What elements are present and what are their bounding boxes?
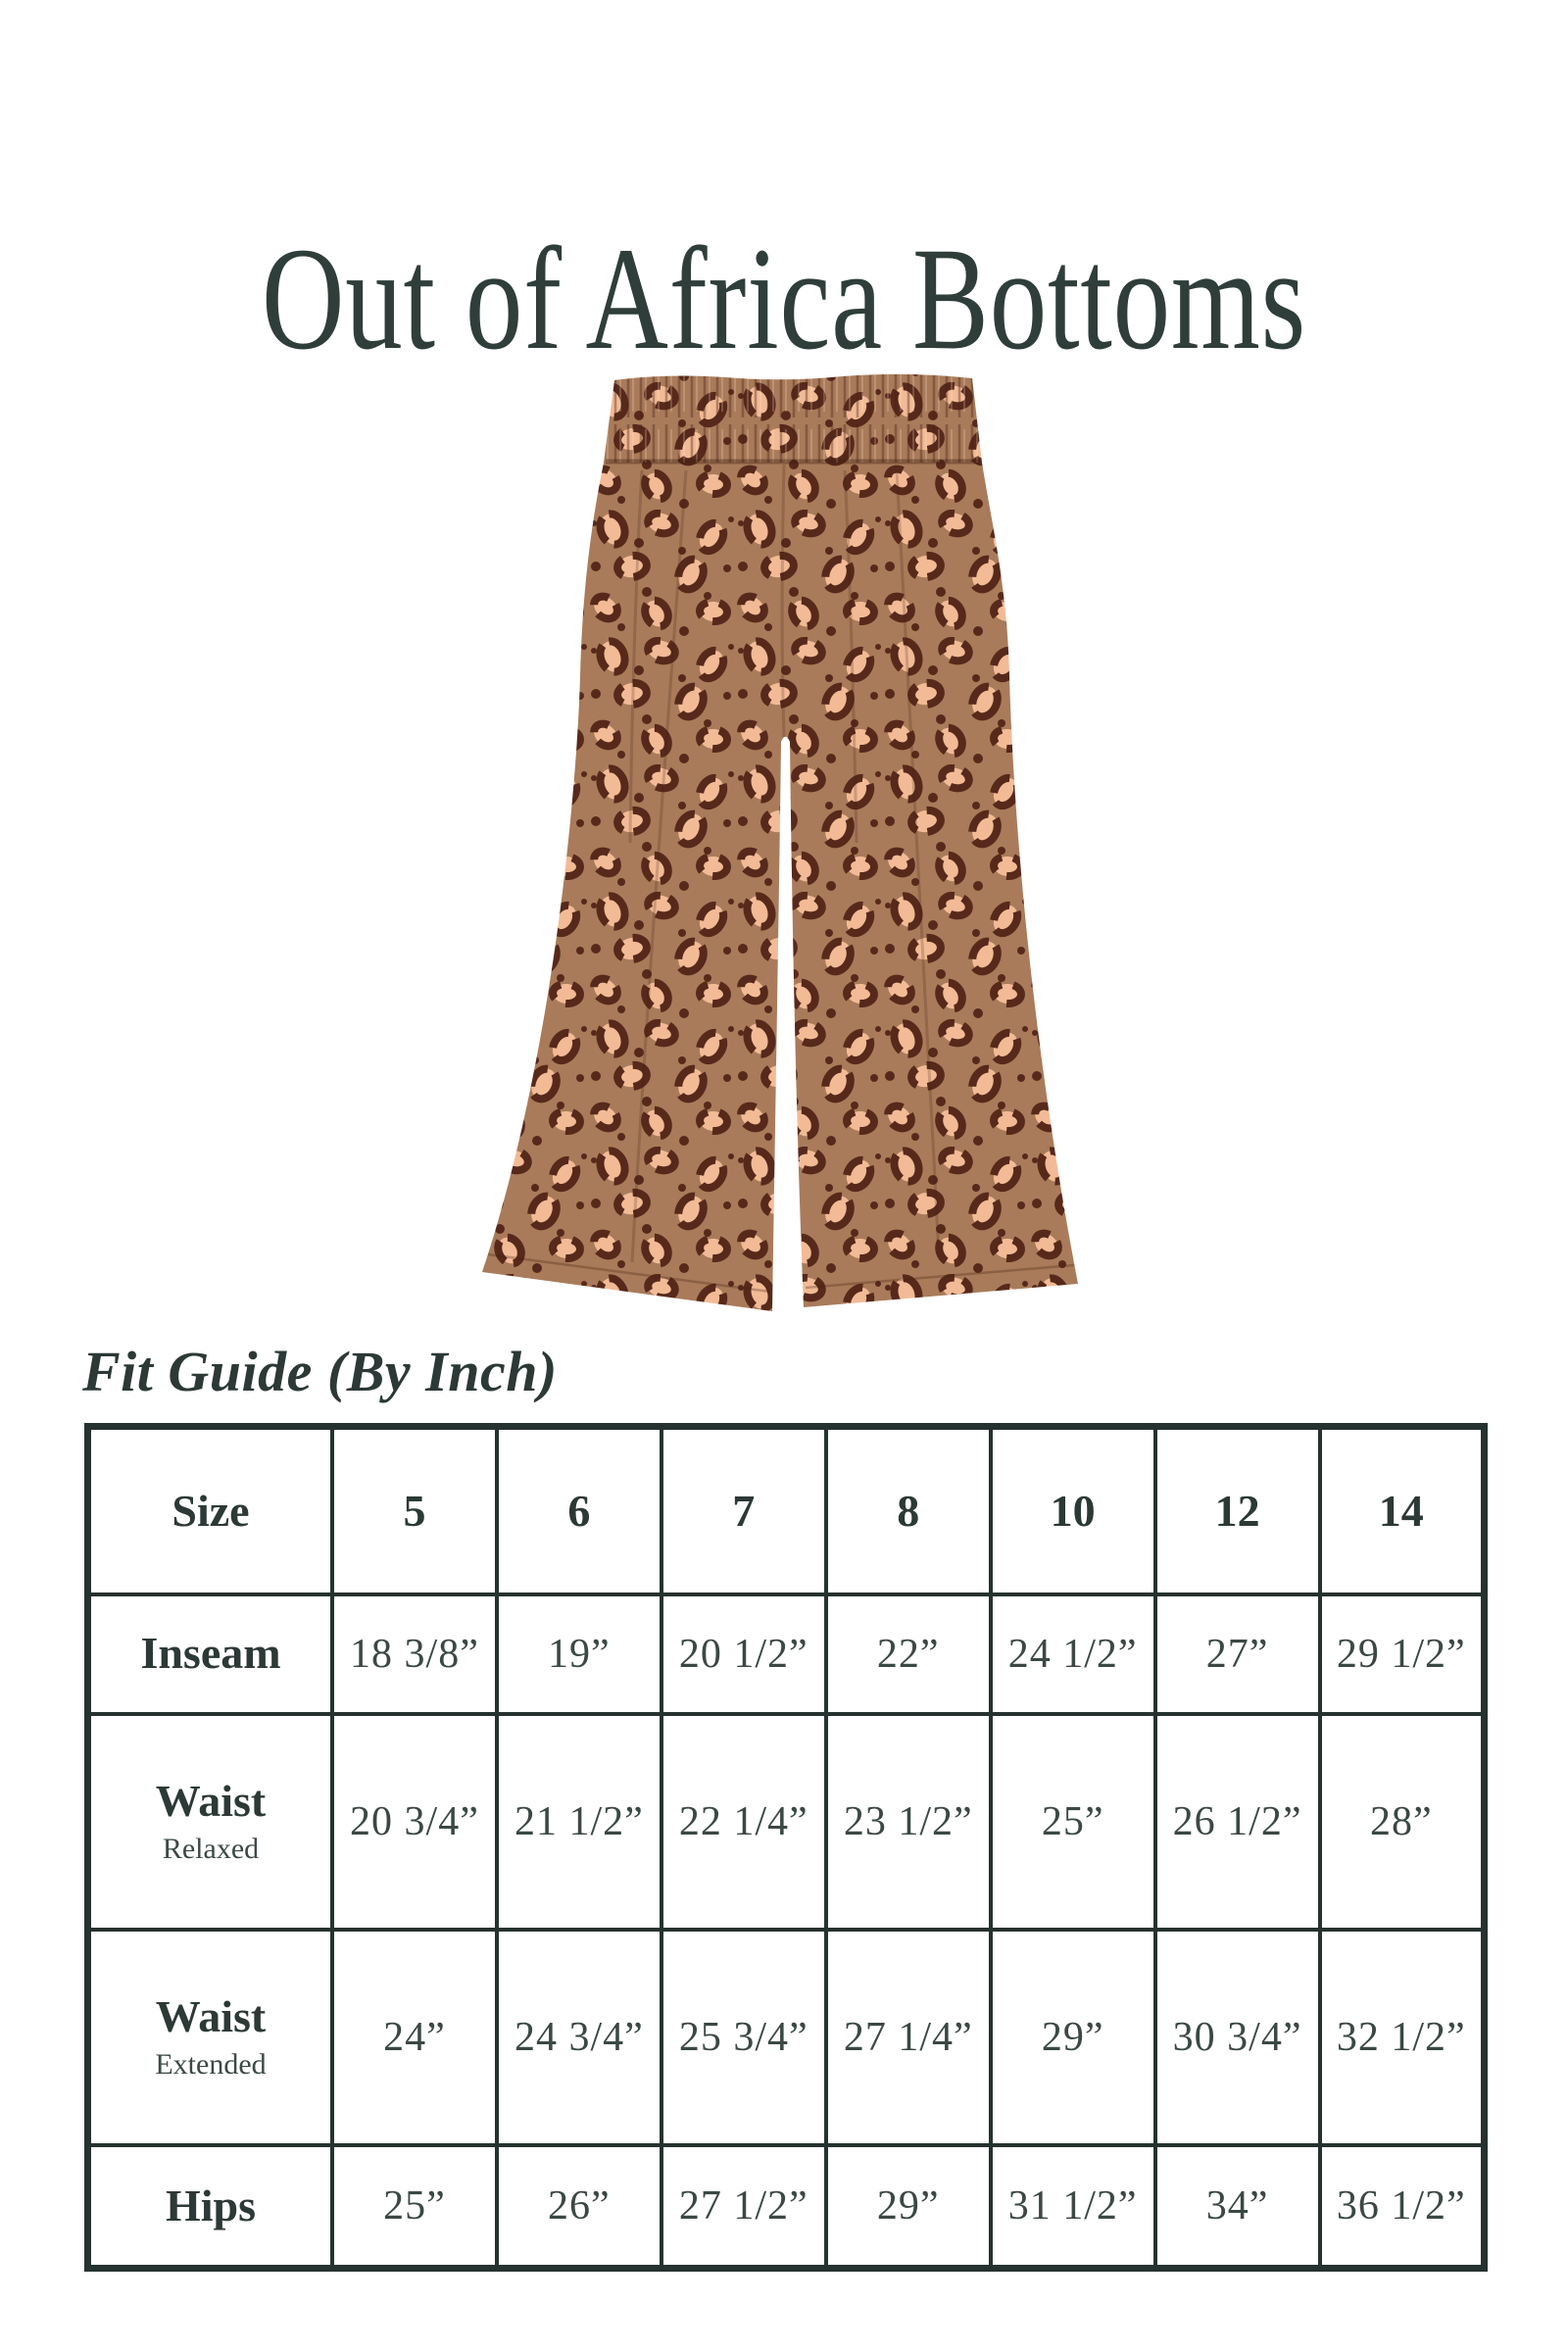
waist-extended-value: 25 3/4” xyxy=(662,1930,826,2145)
row-label-inseam: Inseam xyxy=(140,1628,281,1679)
hips-value: 25” xyxy=(332,2145,497,2269)
inseam-value: 27” xyxy=(1155,1594,1320,1714)
row-sublabel-relaxed: Relaxed xyxy=(162,1832,260,1865)
waist-relaxed-value: 22 1/4” xyxy=(662,1714,826,1930)
hips-value: 29” xyxy=(826,2145,991,2269)
hips-value: 34” xyxy=(1155,2145,1320,2269)
size-chart xyxy=(84,1423,1488,2272)
waist-extended-value: 29” xyxy=(991,1930,1155,2145)
header-size-6: 6 xyxy=(497,1427,662,1594)
inseam-value: 22” xyxy=(826,1594,991,1714)
table-row-hips xyxy=(88,2145,1485,2269)
row-label-waist-extended: Waist xyxy=(155,1990,267,2041)
header-size-7: 7 xyxy=(662,1427,826,1594)
table-row-inseam xyxy=(88,1594,1485,1714)
inseam-value: 18 3/8” xyxy=(332,1594,497,1714)
header-size-8: 8 xyxy=(826,1427,991,1594)
header-size-12: 12 xyxy=(1155,1427,1320,1594)
waist-extended-value: 24 3/4” xyxy=(497,1930,662,2145)
header-size-10: 10 xyxy=(991,1427,1155,1594)
waist-relaxed-value: 26 1/2” xyxy=(1155,1714,1320,1930)
page-title: Out of Africa Bottoms xyxy=(261,217,1307,380)
waist-relaxed-value: 25” xyxy=(991,1714,1155,1930)
inseam-value: 20 1/2” xyxy=(662,1594,826,1714)
hips-value: 27 1/2” xyxy=(662,2145,826,2269)
waist-extended-value: 24” xyxy=(332,1930,497,2145)
inseam-value: 29 1/2” xyxy=(1320,1594,1485,1714)
waist-extended-value: 32 1/2” xyxy=(1320,1930,1485,2145)
waist-extended-value: 27 1/4” xyxy=(826,1930,991,2145)
waist-relaxed-value: 21 1/2” xyxy=(497,1714,662,1930)
row-label-waist-relaxed: Waist xyxy=(155,1775,267,1826)
inseam-value: 19” xyxy=(497,1594,662,1714)
pants-legs-shape xyxy=(482,463,1078,1311)
hips-value: 31 1/2” xyxy=(991,2145,1155,2269)
table-header-row xyxy=(88,1427,1485,1594)
waist-relaxed-value: 28” xyxy=(1320,1714,1485,1930)
table-row-waist-extended xyxy=(88,1930,1485,2145)
size-chart-table xyxy=(84,1423,1488,2272)
waist-extended-value: 30 3/4” xyxy=(1155,1930,1320,2145)
hips-value: 36 1/2” xyxy=(1320,2145,1485,2269)
waist-relaxed-value: 20 3/4” xyxy=(332,1714,497,1930)
header-size: Size xyxy=(88,1427,333,1594)
hips-value: 26” xyxy=(497,2145,662,2269)
product-image-pants xyxy=(431,353,1117,1333)
row-label-hips: Hips xyxy=(165,2180,257,2230)
table-row-waist-relaxed xyxy=(88,1714,1485,1930)
waist-relaxed-value: 23 1/2” xyxy=(826,1714,991,1930)
header-size-5: 5 xyxy=(332,1427,497,1594)
inseam-value: 24 1/2” xyxy=(991,1594,1155,1714)
fit-guide-heading: Fit Guide (By Inch) xyxy=(82,1340,558,1403)
row-sublabel-extended: Extended xyxy=(155,2047,267,2081)
header-size-14: 14 xyxy=(1320,1427,1485,1594)
